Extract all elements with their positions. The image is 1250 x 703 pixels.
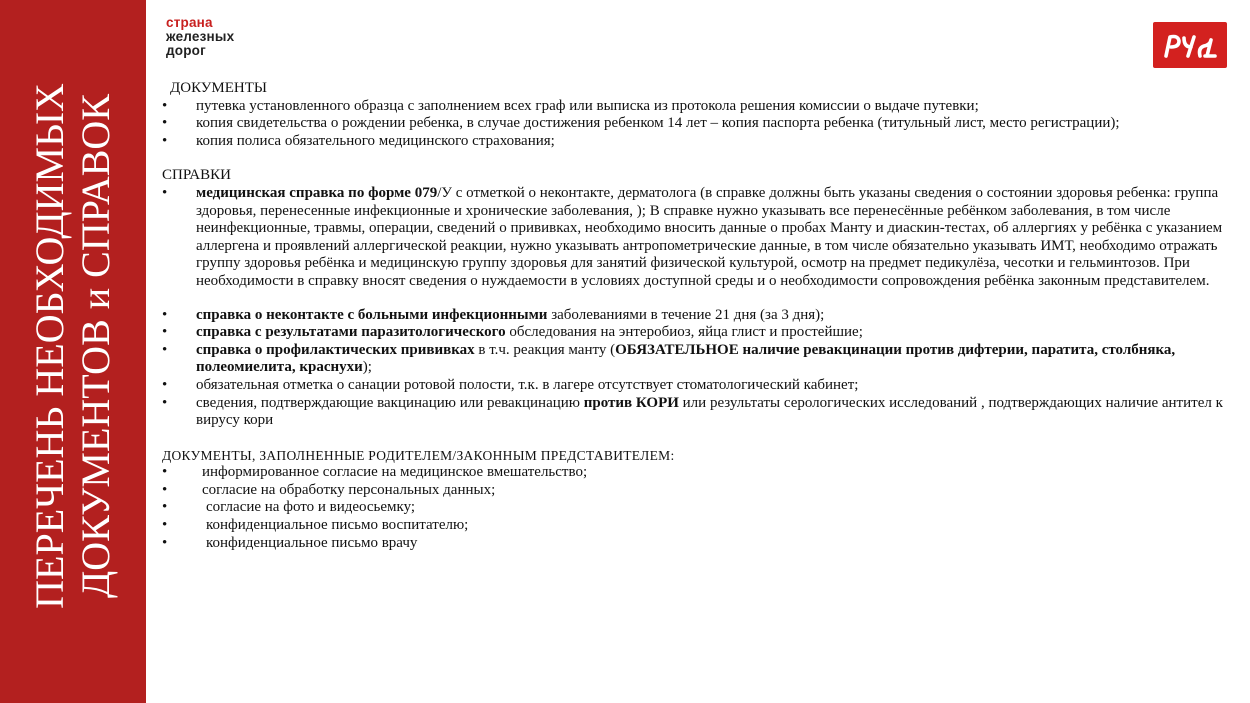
item-text: /У с отметкой о неконтакте, дерматолога (в справке должны быть указаны сведения о состоянии здоровья ребенка: группа здоровья, перенесенные инфекционные и хронические заболевания, ); В справке нужно указывать все перенесённые ребёнком заболевания, в том числе неинфекционные, травмы, операции, сведений о прививках, необходимо вносить данные о пробах Манту и диаскин-тестах, об аллергиях у ребёнка с указанием аллергена и проявлений аллергической реакции, нужно указывать антропометрические данные, в том числе обязательно указывать ИМТ, необходимо отражать группу здоровья ребёнка и медицинскую группу здоровья для занятий физической культурой, осмотр на предмет педикулёза, чесотки и гельминтозов. При необходимости в справку вносят сведения о нуждаемости в условиях доступной среды и о необходимости сопровождения ребёнка законным представителем.	[196, 184, 1223, 289]
vertical-title-line1: ПЕРЕЧЕНЬ НЕОБХОДИМЫХ	[27, 83, 72, 609]
list-item: • конфиденциальное письмо врачу	[162, 535, 1242, 553]
list-item: • копия полиса обязательного медицинского страхования;	[162, 133, 1242, 151]
certificates-list-2	[162, 307, 1242, 430]
brand-line2: железных	[166, 29, 235, 44]
sidebar	[0, 0, 146, 703]
item-text: заболеваниями в течение 21 дня (за 3 дня);	[547, 306, 825, 323]
item-bold: справка о профилактических прививках	[196, 341, 475, 358]
content	[162, 80, 1242, 552]
list-item: • конфиденциальное письмо воспитателю;	[162, 517, 1242, 535]
list-item: • путевка установленного образца с заполнением всех граф или выписка из протокола решения комиссии о выдаче путевки;	[162, 98, 1242, 116]
brand-text	[166, 16, 234, 58]
list-item	[162, 185, 1242, 291]
documents-list	[162, 98, 1242, 151]
brand-line1: страна	[166, 15, 213, 30]
item-text: );	[362, 359, 372, 376]
list-item	[162, 307, 1242, 325]
list-item: • согласие на обработку персональных данных;	[162, 482, 1242, 500]
list-item: • согласие на фото и видеосьемку;	[162, 499, 1242, 517]
parent-documents-title: ДОКУМЕНТЫ, ЗАПОЛНЕННЫЕ РОДИТЕЛЕМ/ЗАКОННЫМ ПРЕДСТАВИТЕЛЕМ:	[162, 447, 675, 463]
item-text: обследования на энтеробиоз, яйца глист и простейшие;	[505, 324, 863, 341]
list-item	[162, 324, 1242, 342]
item-bold: ОБЯЗАТЕЛЬНОЕ наличие ревакцинации против дифтерии, паратита, столбняка, полеомиелита, краснухи	[196, 341, 1176, 376]
item-bold: справка о неконтакте с больными инфекционными	[196, 306, 548, 323]
brand-line3: дорог	[166, 43, 206, 58]
item-bold: медицинская справка по форме 079	[196, 184, 438, 201]
certificates-title: СПРАВКИ	[162, 167, 231, 184]
list-item: • обязательная отметка о санации ротовой полости, т.к. в лагере отсутствует стоматологический кабинет;	[162, 377, 1242, 395]
certificates-list	[162, 185, 1242, 291]
documents-title: ДОКУМЕНТЫ	[170, 80, 267, 96]
vertical-title	[27, 26, 119, 666]
item-text: сведения, подтверждающие вакцинацию или ревакцинацию	[196, 394, 584, 411]
vertical-title-line2: ДОКУМЕНТОВ и СПРАВОК	[73, 94, 118, 598]
item-bold: справка с результатами паразитологического	[196, 324, 506, 341]
item-text: в т.ч. реакция манту (	[474, 341, 616, 358]
item-bold: против КОРИ	[583, 394, 679, 411]
list-item: • копия свидетельства о рождении ребенка, в случае достижения ребенком 14 лет – копия паспорта ребенка (титульный лист, место регистрации);	[162, 115, 1242, 133]
rzd-logo-icon	[1153, 22, 1227, 68]
list-item: • информированное согласие на медицинское вмешательство;	[162, 464, 1242, 482]
item-text: или результаты серологических исследований , подтверждающих наличие антител к вирусу кори	[196, 394, 1223, 429]
parent-documents-list	[162, 464, 1242, 552]
list-item	[162, 342, 1242, 377]
list-item	[162, 395, 1242, 430]
